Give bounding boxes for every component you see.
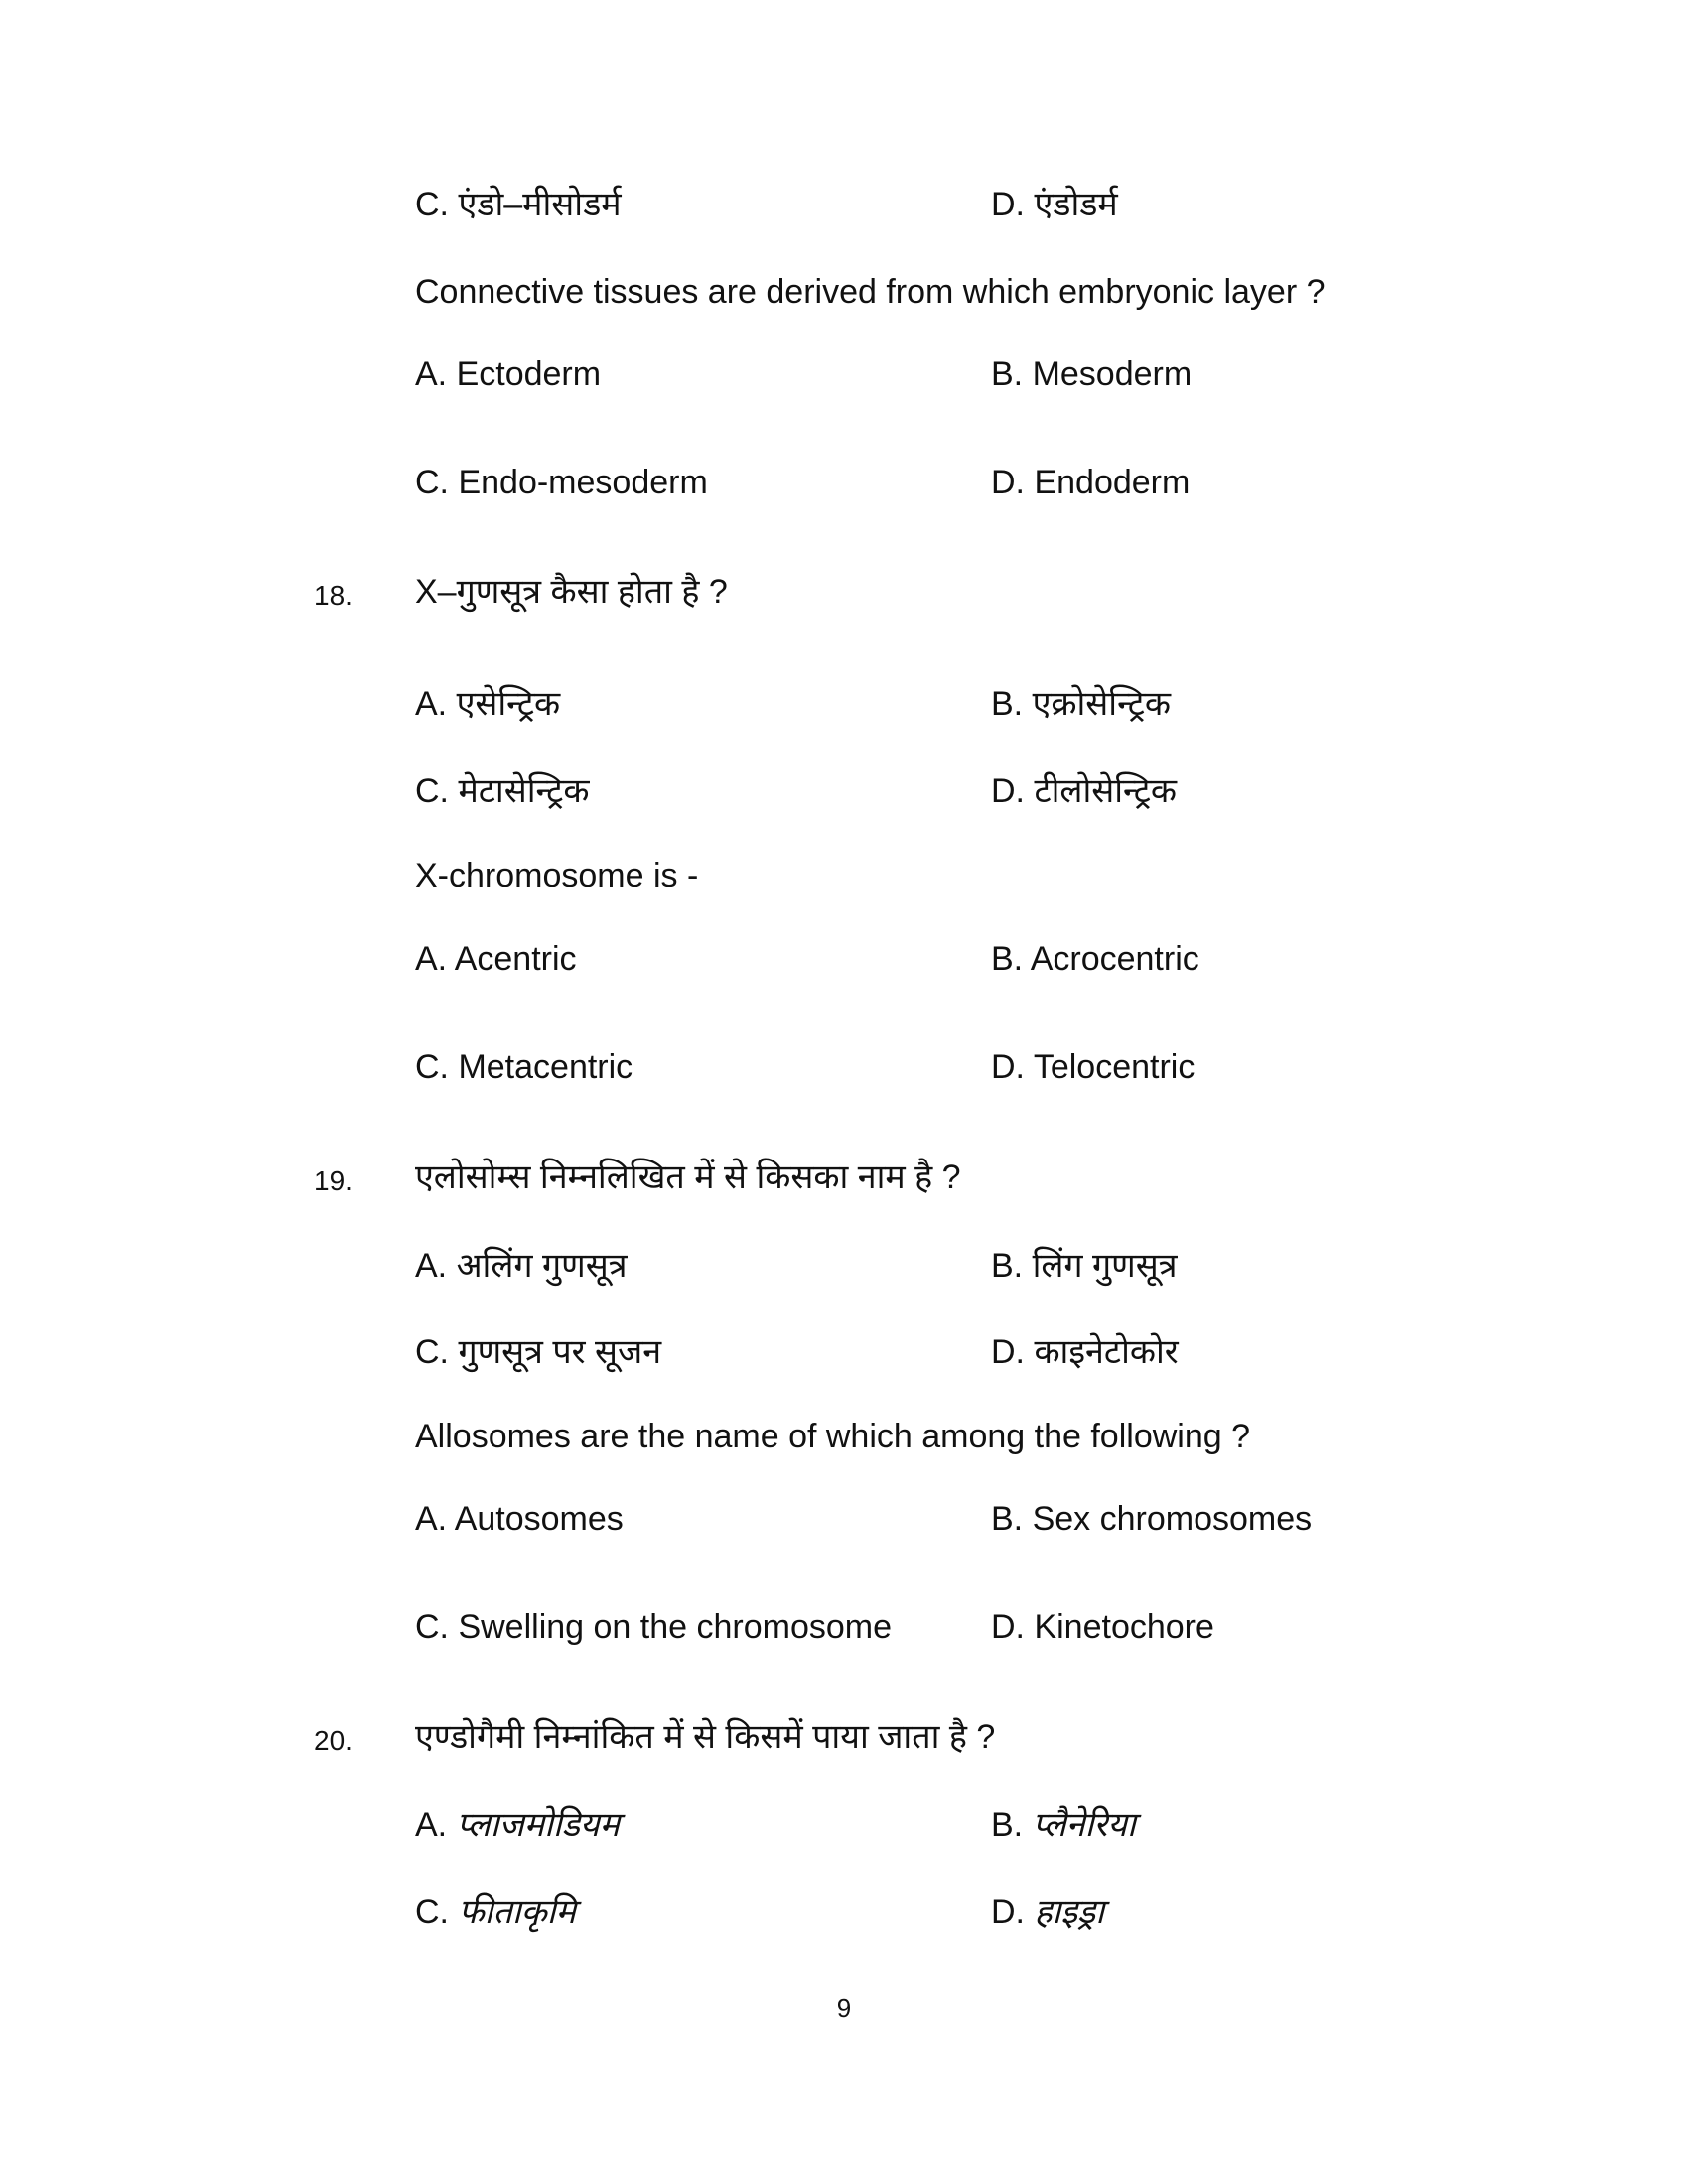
option-b-english: B. Mesoderm bbox=[991, 355, 1193, 393]
question-text-hindi: एण्डोगैमी निम्नांकित में से किसमें पाया जाता है ? bbox=[415, 1718, 996, 1756]
option-d-english: D. Telocentric bbox=[991, 1048, 1196, 1086]
option-a-english: A. Autosomes bbox=[415, 1500, 624, 1538]
option-text: प्लाजमोडियम bbox=[456, 1806, 620, 1843]
option-c-hindi: C. मेटासेन्ट्रिक bbox=[415, 772, 590, 810]
option-c-english: C. Metacentric bbox=[415, 1048, 633, 1086]
question-number: 20. bbox=[314, 1725, 352, 1756]
question-text-english: Allosomes are the name of which among the following ? bbox=[415, 1418, 1251, 1455]
question-number: 18. bbox=[314, 580, 352, 611]
option-c-english: C. Endo-mesoderm bbox=[415, 464, 708, 501]
option-c-hindi bbox=[415, 1892, 576, 1932]
option-d-hindi bbox=[991, 1892, 1104, 1932]
option-b-english: B. Acrocentric bbox=[991, 940, 1199, 978]
option-c-hindi: C. गुणसूत्र पर सूजन bbox=[415, 1333, 662, 1371]
option-a-hindi: A. अलिंग गुणसूत्र bbox=[415, 1247, 628, 1285]
option-letter: A. bbox=[415, 1806, 448, 1843]
option-a-hindi: A. एसेन्ट्रिक bbox=[415, 685, 561, 723]
option-c-hindi: C. एंडो–मीसोडर्म bbox=[415, 186, 622, 223]
option-text: प्लैनेरिया bbox=[1032, 1806, 1136, 1843]
option-a-english: A. Ectoderm bbox=[415, 355, 602, 393]
option-d-hindi: D. एंडोडर्म bbox=[991, 186, 1118, 223]
question-text-english: Connective tissues are derived from which embryonic layer ? bbox=[415, 273, 1326, 311]
option-letter: B. bbox=[991, 1806, 1024, 1843]
option-a-english: A. Acentric bbox=[415, 940, 577, 978]
option-d-english: D. Endoderm bbox=[991, 464, 1191, 501]
question-text-hindi: एलोसोम्स निम्नलिखित में से किसका नाम है ? bbox=[415, 1159, 961, 1196]
question-number: 19. bbox=[314, 1165, 352, 1196]
option-letter: C. bbox=[415, 1893, 449, 1931]
option-text: फीताकृमि bbox=[458, 1893, 576, 1931]
option-b-english: B. Sex chromosomes bbox=[991, 1500, 1313, 1538]
option-letter: D. bbox=[991, 1893, 1025, 1931]
option-a-hindi bbox=[415, 1805, 620, 1844]
option-d-hindi: D. टीलोसेन्ट्रिक bbox=[991, 772, 1177, 810]
option-b-hindi: B. एक्रोसेन्ट्रिक bbox=[991, 685, 1172, 723]
option-d-english: D. Kinetochore bbox=[991, 1608, 1214, 1646]
page-number: 9 bbox=[836, 1993, 852, 2023]
question-text-english: X-chromosome is - bbox=[415, 857, 699, 894]
option-d-hindi: D. काइनेटोकोर bbox=[991, 1333, 1179, 1371]
question-text-hindi: X–गुणसूत्र कैसा होता है ? bbox=[415, 573, 728, 611]
option-text: हाइड्रा bbox=[1034, 1893, 1105, 1931]
option-b-hindi bbox=[991, 1805, 1136, 1844]
option-b-hindi: B. लिंग गुणसूत्र bbox=[991, 1247, 1178, 1285]
option-c-english: C. Swelling on the chromosome bbox=[415, 1608, 893, 1646]
